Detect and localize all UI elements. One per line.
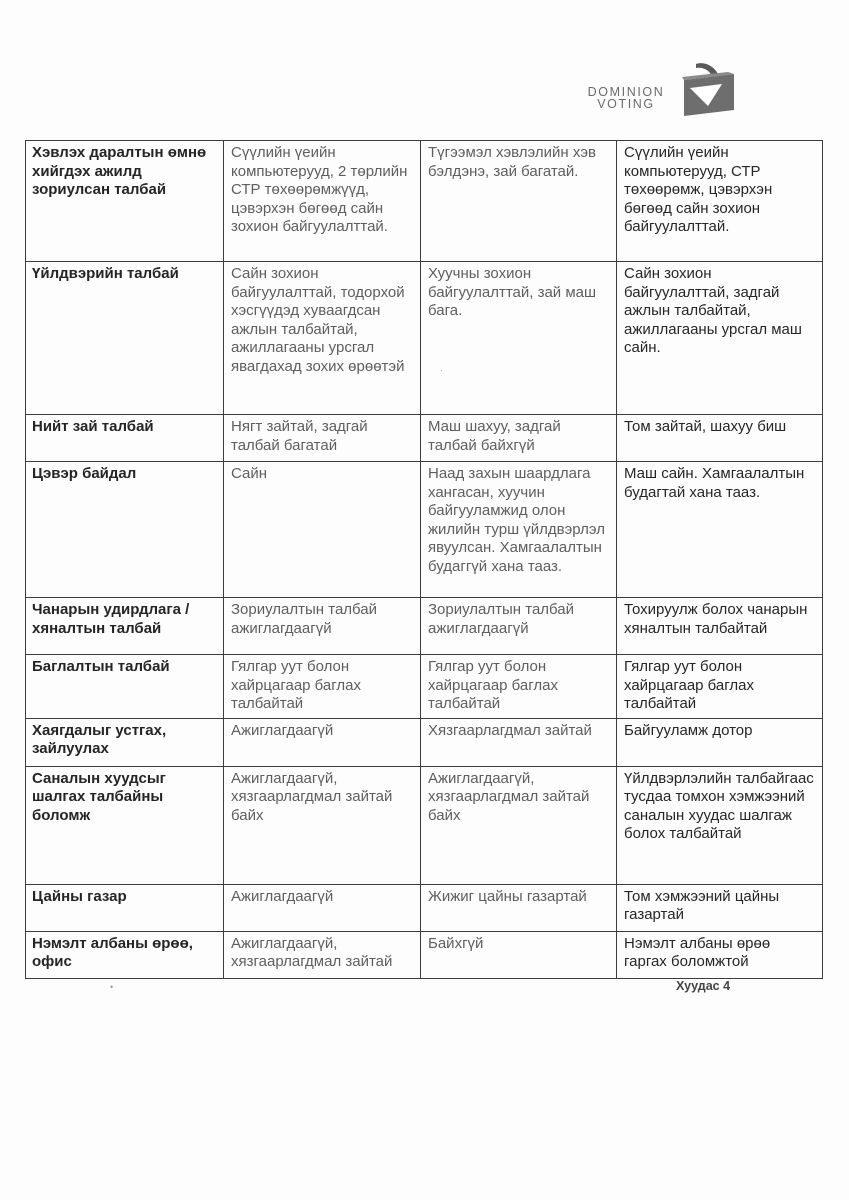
table-cell: Ажиглагдаагүй <box>224 718 421 766</box>
row-label: Баглалтын талбай <box>26 655 224 719</box>
table-cell: Түгээмэл хэвлэлийн хэв бэлдэнэ, зай багатай. <box>421 141 617 262</box>
table-cell: Зориулалтын талбай ажиглагдаагүй <box>224 598 421 655</box>
table-cell: Том зайтай, шахуу биш <box>617 415 823 462</box>
table-cell: Сүүлийн үеийн компьютерууд, СТР төхөөрөмж, цэвэрхэн бөгөөд сайн зохион байгуулалттай. <box>617 141 823 262</box>
row-label: Нийт зай талбай <box>26 415 224 462</box>
logo-wordmark <box>570 86 682 110</box>
table-cell: Нэмэлт албаны өрөө гаргах боломжтой <box>617 931 823 978</box>
table-row <box>26 141 823 262</box>
table-cell: Гялгар уут болон хайрцагаар баглах талбайтай <box>617 655 823 719</box>
table-cell: Зориулалтын талбай ажиглагдаагүй <box>421 598 617 655</box>
table-cell: Жижиг цайны газартай <box>421 884 617 931</box>
table-cell: Сүүлийн үеийн компьютерууд, 2 төрлийн СТР төхөөрөмжүүд, цэвэрхэн бөгөөд сайн зохион байгуулалттай. <box>224 141 421 262</box>
table-cell: Хуучны зохион байгуулалттай, зай маш бага. <box>421 262 617 415</box>
logo-line-1: DOMINION <box>587 85 665 99</box>
row-label: Саналын хуудсыг шалгах талбайны боломж <box>26 766 224 884</box>
row-label: Цэвэр байдал <box>26 462 224 598</box>
table-row <box>26 598 823 655</box>
table-cell: Сайн зохион байгуулалттай, задгай ажлын талбайтай, ажиллагааны урсгал маш сайн. <box>617 262 823 415</box>
table-cell: Сайн <box>224 462 421 598</box>
table-cell: Гялгар уут болон хайрцагаар баглах талбайтай <box>421 655 617 719</box>
row-label: Хэвлэх даралтын өмнө хийгдэх ажилд зориулсан талбай <box>26 141 224 262</box>
logo-line-2: VOTING <box>597 97 655 111</box>
table-cell: Ажиглагдаагүй, хязгаарлагдмал зайтай <box>224 931 421 978</box>
table-cell: Том хэмжээний цайны газартай <box>617 884 823 931</box>
table-cell: Тохируулж болох чанарын хяналтын талбайтай <box>617 598 823 655</box>
row-label: Цайны газар <box>26 884 224 931</box>
table-cell: Байгууламж дотор <box>617 718 823 766</box>
table-cell: Гялгар уут болон хайрцагаар баглах талбайтай <box>224 655 421 719</box>
row-label: Үйлдвэрийн талбай <box>26 262 224 415</box>
table-row <box>26 718 823 766</box>
comparison-table <box>25 140 823 979</box>
scan-speck: • <box>110 982 114 992</box>
table-cell: Хязгаарлагдмал зайтай <box>421 718 617 766</box>
table-cell: Байхгүй <box>421 931 617 978</box>
table-row <box>26 766 823 884</box>
page-number: Хуудас 4 <box>676 979 731 993</box>
table-cell: Нягт зайтай, задгай талбай багатай <box>224 415 421 462</box>
table-row <box>26 655 823 719</box>
table-cell: Ажиглагдаагүй, хязгаарлагдмал зайтай байх <box>224 766 421 884</box>
table-cell: Наад захын шаардлага хангасан, хуучин байгууламжид олон жилийн турш үйлдвэрлэл явуулсан. Хамгаалалтын будаггүй хана тааз. <box>421 462 617 598</box>
table-cell: Маш сайн. Хамгаалалтын будагтай хана тааз. <box>617 462 823 598</box>
row-label: Нэмэлт албаны өрөө, офис <box>26 931 224 978</box>
row-label: Чанарын удирдлага / хяналтын талбай <box>26 598 224 655</box>
table-row <box>26 415 823 462</box>
table-row <box>26 884 823 931</box>
row-label: Хаягдалыг устгах, зайлуулах <box>26 718 224 766</box>
table-cell: Ажиглагдаагүй, хязгаарлагдмал зайтай байх <box>421 766 617 884</box>
scan-speck: · <box>440 365 443 375</box>
dominion-voting-logo <box>570 62 745 122</box>
table-row <box>26 462 823 598</box>
table-cell: Үйлдвэрлэлийн талбайгаас тусдаа томхон хэмжээний саналын хуудас шалгаж болох талбайтай <box>617 766 823 884</box>
table-row <box>26 931 823 978</box>
table-cell: Сайн зохион байгуулалттай, тодорхой хэсгүүдэд хуваагдсан ажлын талбайтай, ажиллагааны урсгал явагдахад зохих өрөөтэй <box>224 262 421 415</box>
table-cell: Маш шахуу, задгай талбай байхгүй <box>421 415 617 462</box>
ballot-box-icon <box>682 62 742 118</box>
table-row <box>26 262 823 415</box>
table-cell: Ажиглагдаагүй <box>224 884 421 931</box>
